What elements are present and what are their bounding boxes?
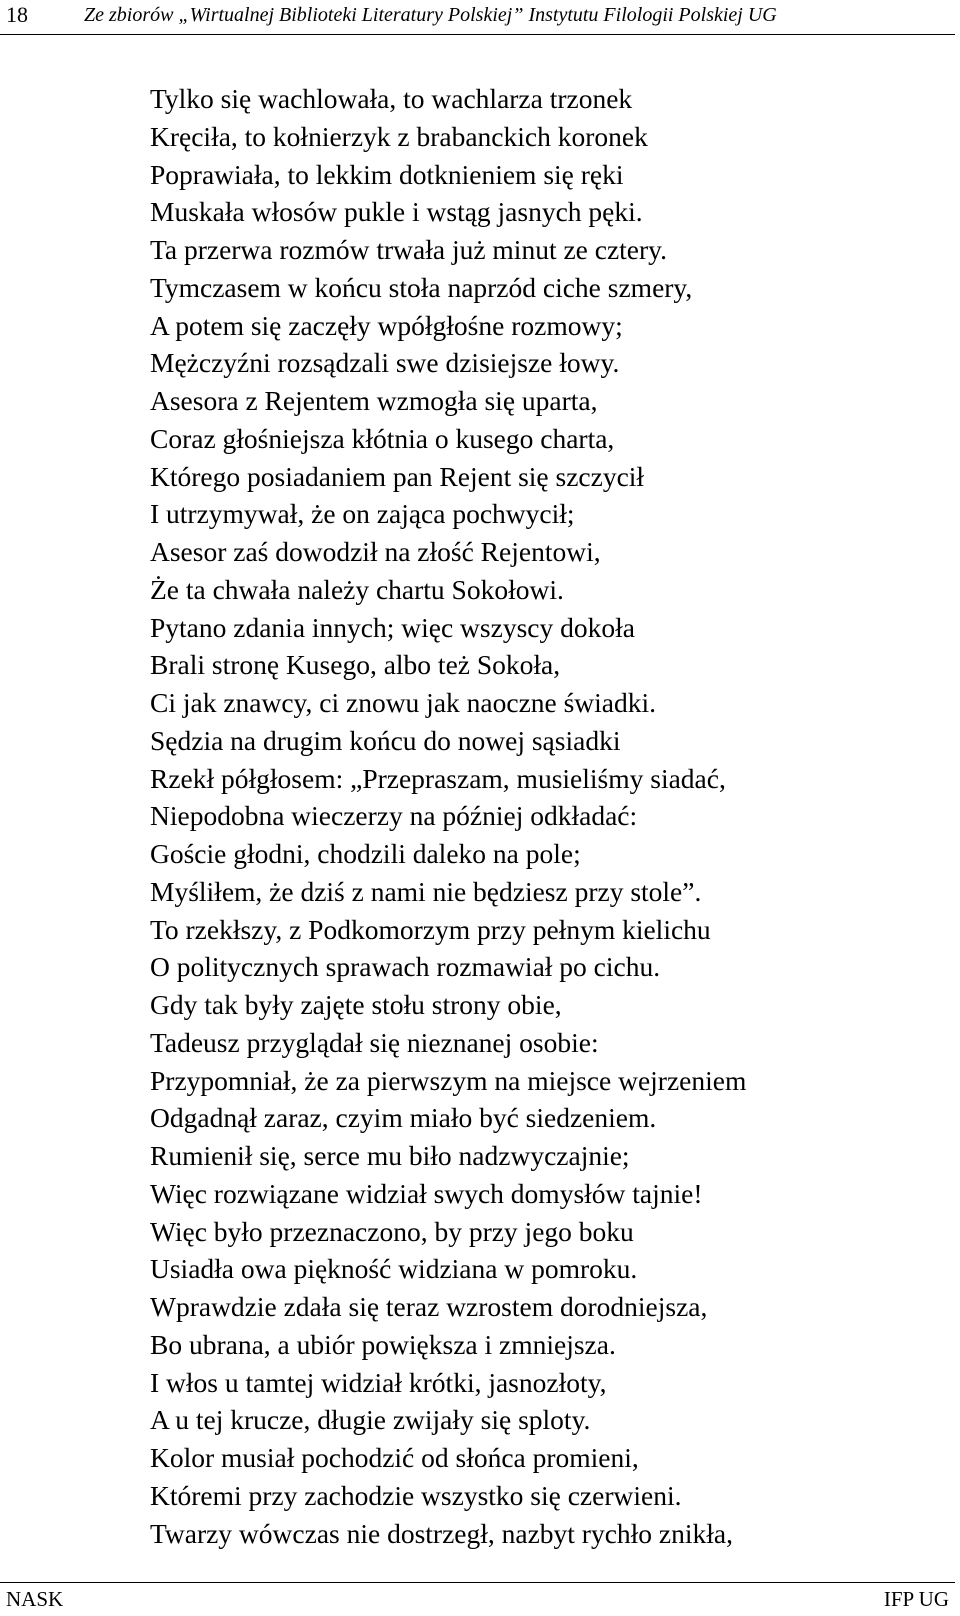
verse-line: Wprawdzie zdała się teraz wzrostem dorodniejsza, <box>150 1291 708 1322</box>
verse-line: Więc rozwiązane widział swych domysłów tajnie! <box>150 1177 703 1209</box>
verse-line: Brali stronę Kusego, albo też Sokoła, <box>150 649 561 681</box>
verse-line: Pytano zdania innych; więc wszyscy dokoła <box>150 611 635 643</box>
verse-line: Ci jak znawcy, ci znowu jak naoczne świadki. <box>150 687 657 718</box>
verse-line: Tadeusz przyglądał się nieznanej osobie: <box>150 1026 599 1058</box>
verse-line: Kolor musiał pochodzić od słońca promieni, <box>150 1442 639 1473</box>
verse-line: Niepodobna wieczerzy na później odkładać: <box>150 800 638 832</box>
verse-line: A u tej krucze, długie zwijały się sploty. <box>150 1404 591 1436</box>
verse-line: O politycznych sprawach rozmawiał po cichu. <box>150 951 661 983</box>
verse-line: Asesor zaś dowodził na złość Rejentowi, <box>150 536 601 567</box>
verse-line: Coraz głośniejsza kłótnia o kusego charta, <box>150 422 615 454</box>
page-footer <box>0 1582 955 1616</box>
verse-line: Odgadnął zaraz, czyim miało być siedzeniem. <box>150 1102 657 1134</box>
verse-line: Więc było przeznaczono, by przy jego boku <box>150 1215 634 1247</box>
verse-line: To rzekłszy, z Podkomorzym przy pełnym kielichu <box>150 913 711 945</box>
page-number: 18 <box>6 2 28 27</box>
verse-line: Mężczyźni rozsądzali swe dzisiejsze łowy. <box>150 347 620 379</box>
verse-line: Twarzy wówczas nie dostrzegł, nazbyt rychło znikła, <box>150 1517 733 1549</box>
verse-line: A potem się zaczęły wpółgłośne rozmowy; <box>150 309 623 341</box>
verse-line: Sędzia na drugim końcu do nowej sąsiadki <box>150 724 621 756</box>
verse-line: I utrzymywał, że on zająca pochwycił; <box>150 498 575 530</box>
verse-line: Goście głodni, chodzili daleko na pole; <box>150 838 581 869</box>
verse-line: Gdy tak były zajęte stołu strony obie, <box>150 989 562 1020</box>
verse-line: Tymczasem w końcu stoła naprzód ciche szmery, <box>150 271 693 303</box>
verse-line: Rzekł półgłosem: „Przepraszam, musieliśmy siadać, <box>150 762 726 794</box>
verse-line: Którego posiadaniem pan Rejent się szczycił <box>150 460 645 492</box>
verse-line: Myśliłem, że dziś z nami nie będziesz przy stole”. <box>150 875 702 907</box>
verse-line: Muskała włosów pukle i wstąg jasnych pęki. <box>150 196 643 228</box>
verse-line: Rumienił się, serce mu biło nadzwyczajnie; <box>150 1140 630 1171</box>
verse-line: Bo ubrana, a ubiór powiększa i zmniejsza. <box>150 1328 616 1360</box>
running-head: Ze zbiorów „Wirtualnej Biblioteki Literatury Polskiej” Instytutu Filologii Polskiej UG <box>84 4 777 26</box>
verse-line: Poprawiała, to lekkim dotknieniem się ręki <box>150 158 624 190</box>
verse-line: I włos u tamtej widział krótki, jasnozłoty, <box>150 1366 607 1398</box>
verse-line: Przypomniał, że za pierwszym na miejsce wejrzeniem <box>150 1064 747 1096</box>
page-header <box>0 0 955 35</box>
footer-publisher: NASK <box>6 1587 64 1611</box>
verse-line: Usiadła owa piękność widziana w pomroku. <box>150 1253 638 1285</box>
verse-line: Asesora z Rejentem wzmogła się uparta, <box>150 385 598 416</box>
verse-line: Tylko się wachlowała, to wachlarza trzonek <box>150 83 633 114</box>
poem-text <box>150 80 940 1552</box>
verse-line: Ta przerwa rozmów trwała już minut ze cztery. <box>150 234 668 265</box>
verse-line: Kręciła, to kołnierzyk z brabanckich koronek <box>150 120 648 152</box>
footer-institute: IFP UG <box>883 1587 949 1611</box>
verse-line: Któremi przy zachodzie wszystko się czerwieni. <box>150 1479 682 1511</box>
verse-line: Że ta chwała należy chartu Sokołowi. <box>150 573 564 605</box>
